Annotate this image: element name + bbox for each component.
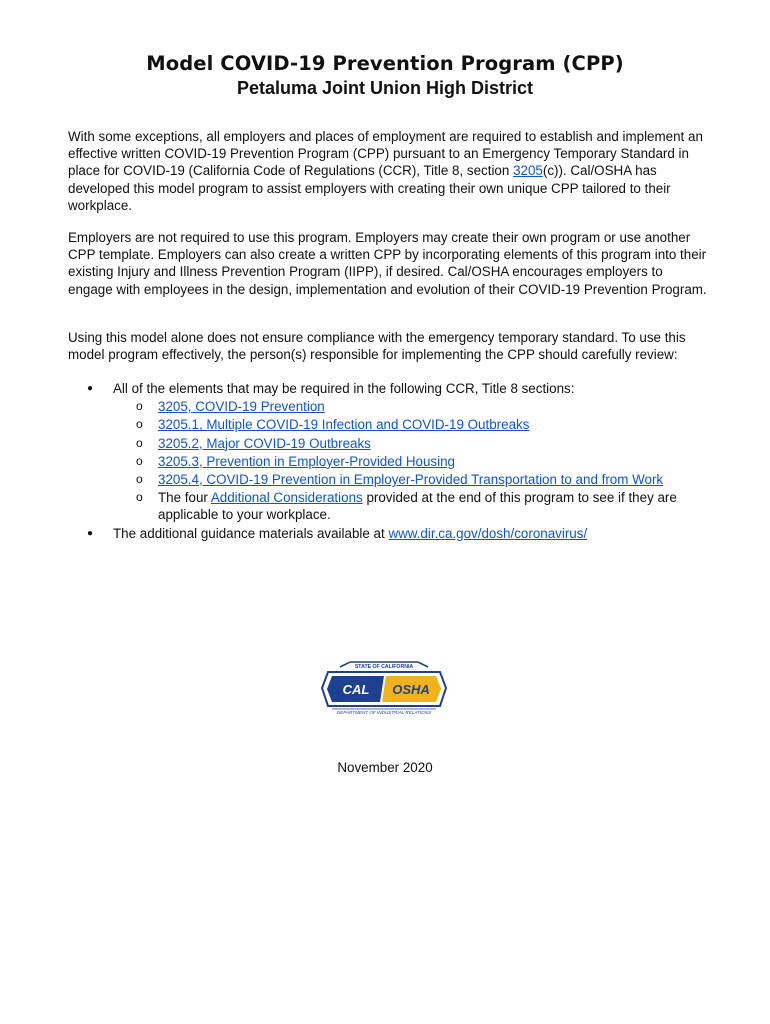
considerations-text-after: provided at the end of this program to see if they are applicable to your workplace. (158, 490, 677, 523)
logo-osha-text: OSHA (392, 682, 430, 697)
publication-date: November 2020 (337, 760, 433, 775)
sublist-item (113, 398, 708, 415)
sublist-item (113, 416, 708, 433)
document-title: Model COVID-19 Prevention Program (CPP) (146, 52, 624, 75)
considerations-text-before: The four (158, 490, 211, 506)
circle-bullet-icon: o (136, 490, 143, 505)
compliance-paragraph: Using this model alone does not ensure compliance with the emergency temporary standard. To use this model program effectively, the person(s) responsible for implementing the CPP should carefully review: (68, 330, 686, 363)
sublist-item (113, 471, 708, 488)
section-link-3205-4[interactable]: 3205.4, COVID-19 Prevention in Employer-Provided Transportation to and from Work (158, 472, 664, 488)
sublist-item (113, 435, 708, 452)
section-link-3205[interactable]: 3205, COVID-19 Prevention (158, 399, 325, 415)
document-subtitle: Petaluma Joint Union High District (236, 78, 534, 98)
logo-state-text: STATE OF CALIFORNIA (354, 664, 414, 670)
guidance-text: The additional guidance materials available at (113, 525, 389, 541)
cal-osha-logo (320, 660, 448, 716)
circle-bullet-icon: o (136, 453, 143, 468)
section-3205-link[interactable]: 3205 (513, 163, 543, 179)
review-list (68, 380, 708, 542)
logo-department-text: DEPARTMENT OF INDUSTRIAL RELATIONS (336, 710, 432, 715)
logo-cal-text: CAL (342, 682, 370, 697)
list-item (68, 380, 708, 524)
sublist-item (113, 453, 708, 470)
intro-paragraph (68, 128, 708, 214)
employers-paragraph: Employers are not required to use this program. Employers may create their own program or use another CPP template. Employers can also create a written CPP by incorporating elements of this program into their existing Injury and Illness Prevention Program (IIPP), if desired. Cal/OSHA encourages employers to engage with employees in the design, implementation and evolution of their COVID-19 Prevention Program. (68, 230, 707, 297)
section-link-3205-1[interactable]: 3205.1, Multiple COVID-19 Infection and COVID-19 Outbreaks (158, 417, 530, 433)
intro-text-before: With some exceptions, all employers and places of employment are required to establish and implement an effective written COVID-19 Prevention Program (CPP) pursuant to an Emergency Temporary Standard in place for COVID-19 (California Code of Regulations (CCR), Title 8, section (68, 129, 703, 179)
list-item (68, 525, 708, 542)
circle-bullet-icon: o (136, 399, 143, 414)
additional-considerations-link[interactable]: Additional Considerations (210, 490, 363, 506)
circle-bullet-icon: o (136, 472, 143, 487)
section-link-3205-3[interactable]: 3205.3, Prevention in Employer-Provided Housing (158, 453, 455, 469)
sections-sublist (113, 398, 708, 523)
coronavirus-guidance-link[interactable]: www.dir.ca.gov/dosh/coronavirus/ (388, 525, 588, 541)
bullet-icon: ● (87, 527, 94, 539)
circle-bullet-icon: o (136, 417, 143, 432)
intro-text-after: (c)). Cal/OSHA has developed this model program to assist employers with creating their own unique CPP tailored to their workplace. (68, 163, 671, 213)
bullet-icon: ● (87, 383, 94, 394)
sublist-item (113, 489, 708, 523)
section-link-3205-2[interactable]: 3205.2, Major COVID-19 Outbreaks (158, 435, 371, 451)
bullet-text: All of the elements that may be required in the following CCR, Title 8 sections: (113, 381, 575, 396)
circle-bullet-icon: o (136, 435, 143, 450)
